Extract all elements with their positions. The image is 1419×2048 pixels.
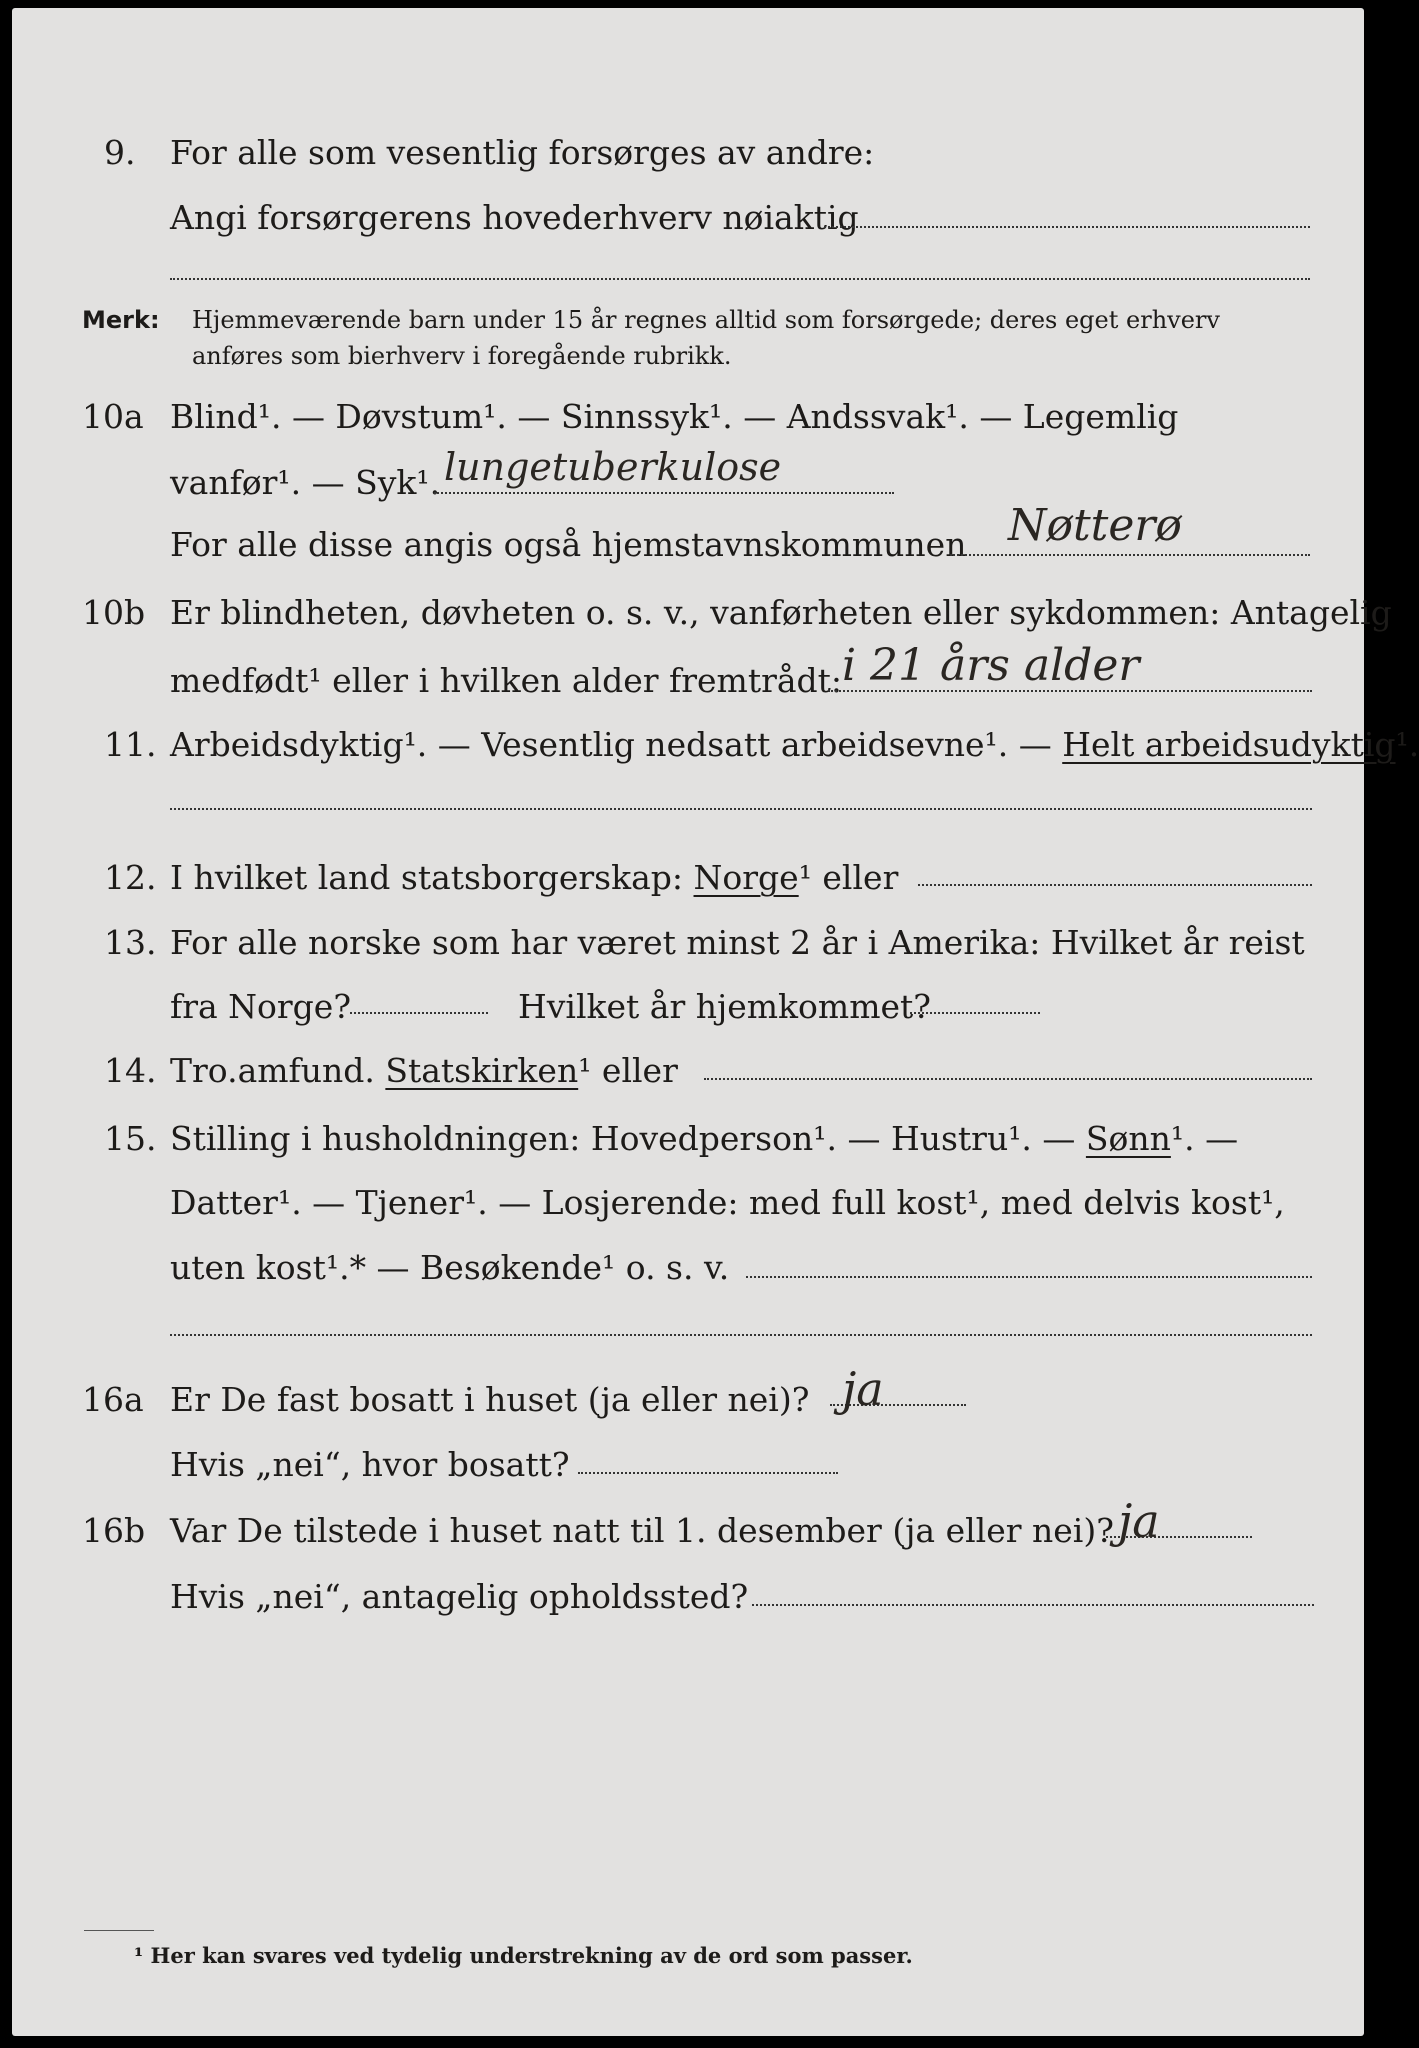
q13-line1: For alle norske som har været minst 2 år i Amerika: Hvilket år reist [170,923,1305,962]
q10a-kommune-answer-line [950,554,1310,556]
q13-number: 13. [104,923,157,962]
q16b-opholdssted-answer-line [752,1604,1314,1606]
q16b-line2: Hvis „nei“, antagelig opholdssted? [170,1577,749,1616]
q16a-line2: Hvis „nei“, hvor bosatt? [170,1445,570,1484]
merk-line1: Hjemmeværende barn under 15 år regnes alltid som forsørgede; deres eget erhverv [192,306,1220,334]
q15-answer-line [746,1276,1312,1278]
q9-number: 9. [104,133,136,172]
q12-suffix: ¹ eller [798,858,899,897]
q11-number: 11. [104,725,157,764]
q11-options: Arbeidsdyktig¹. — Vesentlig nedsatt arbeidsevne¹. — [170,725,1063,764]
q16a-line1: Er De fast bosatt i huset (ja eller nei)? [170,1380,810,1419]
q9-line1: For alle som vesentlig forsørges av andre: [170,133,875,172]
merk-line2: anføres som bierhverv i foregående rubrikk. [192,342,732,370]
q16a-bosatt-answer-line [578,1472,838,1474]
q10b-number: 10b [82,593,146,632]
q10a-number: 10a [82,397,144,436]
q10a-line1: Blind¹. — Døvstum¹. — Sinnssyk¹. — Andssvak¹. — Legemlig [170,397,1179,436]
q14-answer-line [704,1078,1312,1080]
q15-suffix: ¹. — [1170,1119,1239,1158]
q9-line2: Angi forsørgerens hovederhverv nøiaktig [170,198,859,237]
q13-reist-answer-line [350,1012,488,1014]
q15-options: Stilling i husholdningen: Hovedperson¹. — Hustru¹. — [170,1119,1086,1158]
q14-question: Tro.amfund. [170,1051,386,1090]
q9-answer-line [824,226,1310,228]
q15-answer-line-2 [170,1334,1312,1336]
q10b-line2: medfødt¹ eller i hvilken alder fremtrådt: [170,661,843,700]
q12-selected-option: Norge [693,858,799,897]
q15-selected-option: Sønn [1085,1119,1171,1158]
q15-number: 15. [104,1119,157,1158]
q14-suffix: ¹ eller [578,1051,678,1090]
q11-suffix: ¹. [1395,725,1419,764]
merk-label: Merk: [82,306,160,334]
q12-answer-line [918,884,1312,886]
q14-number: 14. [104,1051,157,1090]
q9-answer-line-2 [170,278,1310,280]
q13-hjemkommet-answer-line [910,1012,1040,1014]
q12-number: 12. [104,858,157,897]
form-page [12,8,1419,2036]
q13-line2a: fra Norge? [170,987,352,1026]
q11-selected-option: Helt arbeidsudyktig [1062,725,1396,764]
q15-line3: uten kost¹.* — Besøkende¹ o. s. v. [170,1248,730,1287]
q14-line [170,1051,678,1090]
q10b-handwritten-age: i 21 års alder [842,640,1140,691]
q16a-handwritten-answer: ja [842,1362,884,1416]
q11-answer-line [170,808,1312,810]
q10a-syk-answer-line [434,492,894,494]
q10b-line1: Er blindheten, døvheten o. s. v., vanførheten eller sykdommen: Antagelig [170,593,1392,632]
q10a-line3: For alle disse angis også hjemstavnskommunen [170,525,967,564]
q12-question: I hvilket land statsborgerskap: [170,858,694,897]
q10a-handwritten-disease: lungetuberkulose [444,445,782,489]
footnote: ¹ Her kan svares ved tydelig understrekning av de ord som passer. [134,1943,913,1968]
q16a-number: 16a [82,1380,144,1419]
q15-line2: Datter¹. — Tjener¹. — Losjerende: med full kost¹, med delvis kost¹, [170,1183,1285,1222]
q15-line1 [170,1119,1239,1158]
q10a-handwritten-kommune: Nøtterø [1008,500,1182,551]
q10a-line2: vanfør¹. — Syk¹. [170,463,441,502]
q14-selected-option: Statskirken [385,1051,579,1090]
q13-line2b: Hvilket år hjemkommet? [518,987,931,1026]
q11-line [170,725,1419,764]
q16b-handwritten-answer: ja [1118,1494,1160,1548]
footnote-rule [84,1930,154,1931]
q16b-line1: Var De tilstede i huset natt til 1. desember (ja eller nei)? [170,1511,1114,1550]
q12-line [170,858,899,897]
q16b-number: 16b [82,1511,146,1550]
